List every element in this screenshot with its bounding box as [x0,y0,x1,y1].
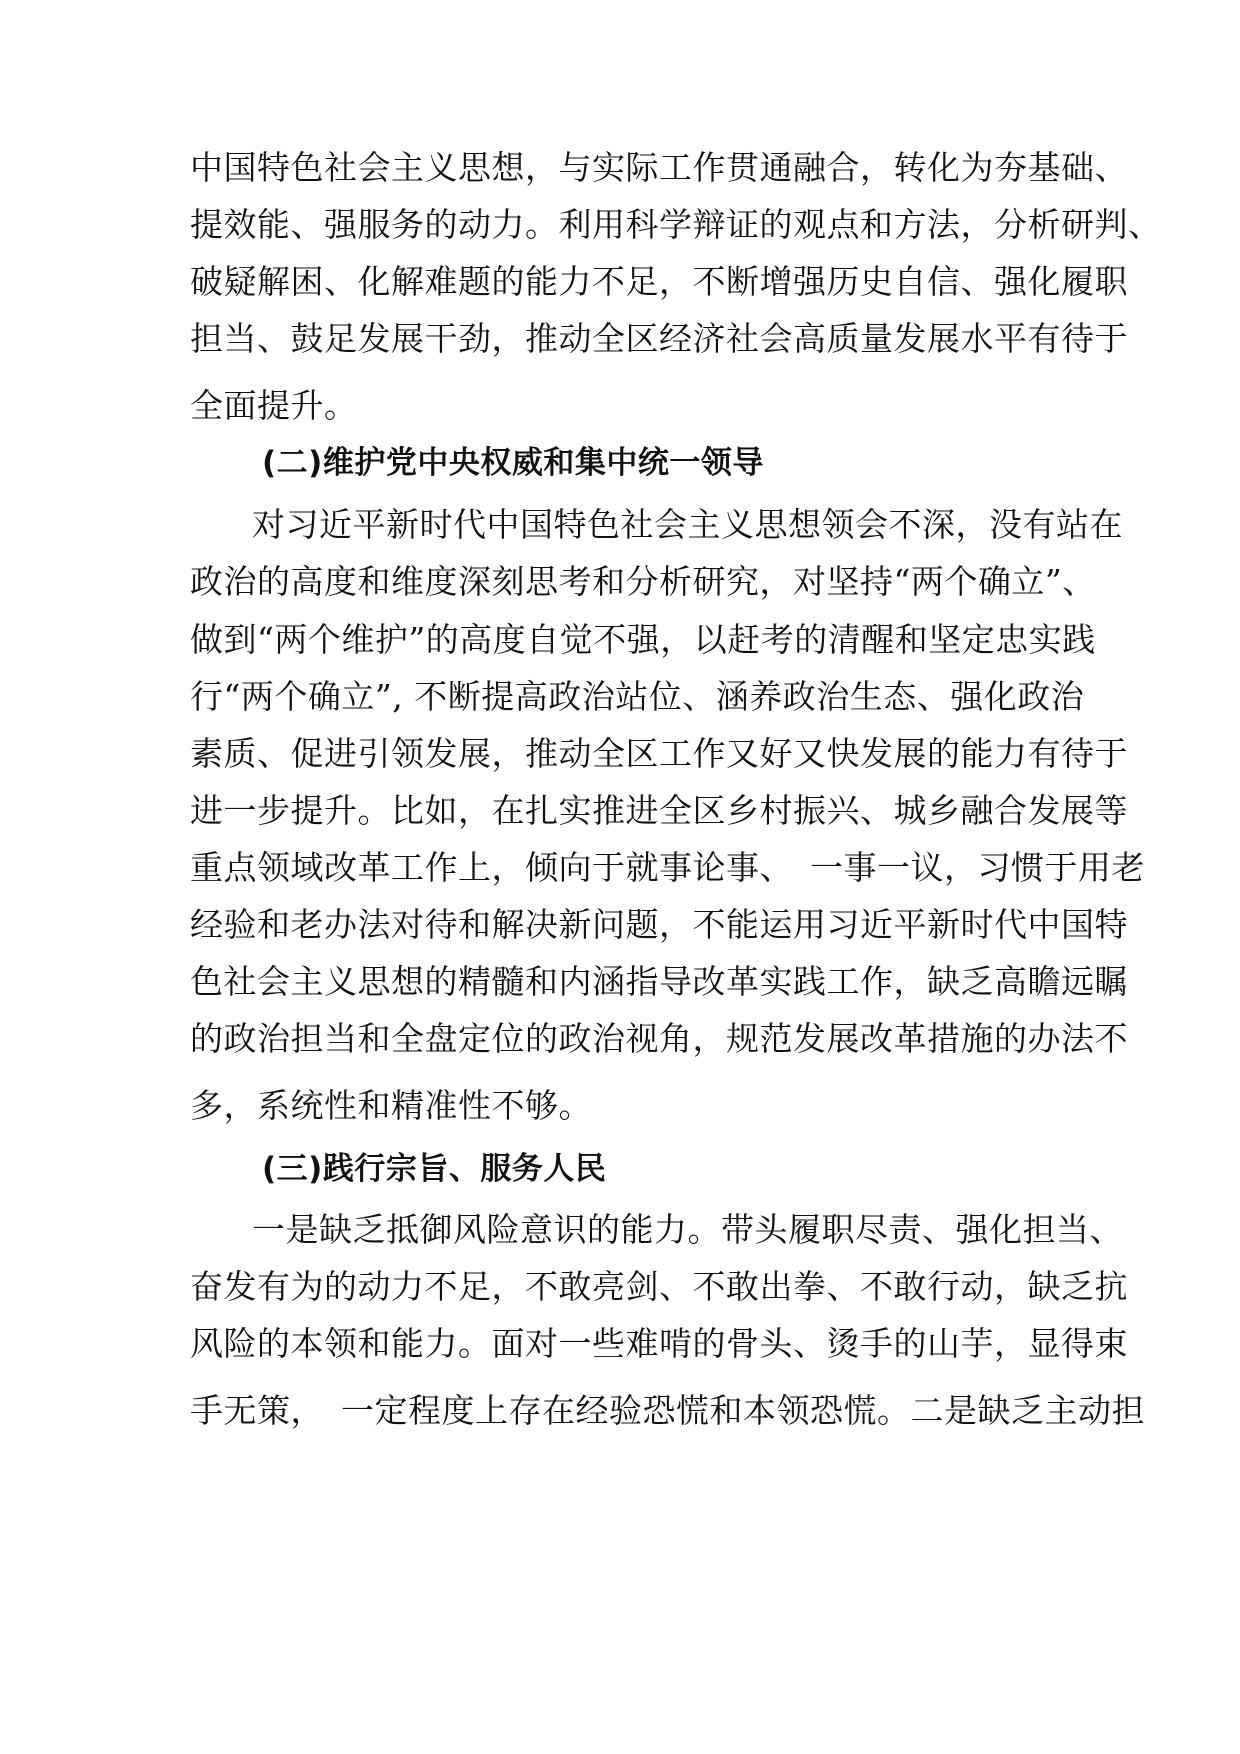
paragraph-line: 奋发有为的动力不足，不敢亮剑、不敢出拳、不敢行动，缺乏抗 [190,1267,1128,1306]
paragraph-line: 一是缺乏抵御风险意识的能力。带头履职尽责、强化担当、 [252,1210,1123,1249]
paragraph-line: 风险的本领和能力。面对一些难啃的骨头、烫手的山芋，显得束 [190,1324,1128,1363]
paragraph-line: 的政治担当和全盘定位的政治视角，规范发展改革措施的办法不 [190,1019,1128,1058]
section-heading: (三)践行宗旨、服务人民 [262,1151,607,1187]
paragraph-line: 全面提升。 [190,386,358,425]
paragraph-line: 经验和老办法对待和解决新问题，不能运用习近平新时代中国特 [190,905,1128,944]
paragraph-line: 对习近平新时代中国特色社会主义思想领会不深，没有站在 [252,505,1123,544]
paragraph-line: 多，系统性和精准性不够。 [190,1086,592,1125]
paragraph-line: 做到“两个维护”的高度自觉不强，以赶考的清醒和坚定忠实践 [190,620,1096,659]
paragraph-line: 重点领域改革工作上，倾向于就事论事、 一事一议，习惯于用老 [190,848,1145,887]
paragraph-line: 色社会主义思想的精髓和内涵指导改革实践工作，缺乏高瞻远瞩 [190,962,1128,1001]
paragraph-line: 素质、促进引领发展，推动全区工作又好又快发展的能力有待于 [190,734,1128,773]
paragraph-line: 政治的高度和维度深刻思考和分析研究，对坚持“两个确立”、 [190,562,1096,601]
paragraph-line: 担当、鼓足发展干劲，推动全区经济社会高质量发展水平有待于 [190,319,1128,358]
section-heading: (二)维护党中央权威和集中统一领导 [262,445,764,481]
paragraph-line: 行“两个确立”, 不断提高政治站位、涵养政治生态、强化政治 [190,677,1085,716]
paragraph-line: 破疑解困、化解难题的能力不足，不断增强历史自信、强化履职 [190,262,1128,301]
paragraph-line: 中国特色社会主义思想，与实际工作贯通融合，转化为夯基础、 [190,148,1128,187]
paragraph-line: 手无策， 一定程度上存在经验恐慌和本领恐慌。二是缺乏主动担 [190,1391,1145,1430]
paragraph-line: 进一步提升。比如，在扎实推进全区乡村振兴、城乡融合发展等 [190,791,1128,830]
paragraph-line: 提效能、强服务的动力。利用科学辩证的观点和方法，分析研判、 [190,205,1162,244]
